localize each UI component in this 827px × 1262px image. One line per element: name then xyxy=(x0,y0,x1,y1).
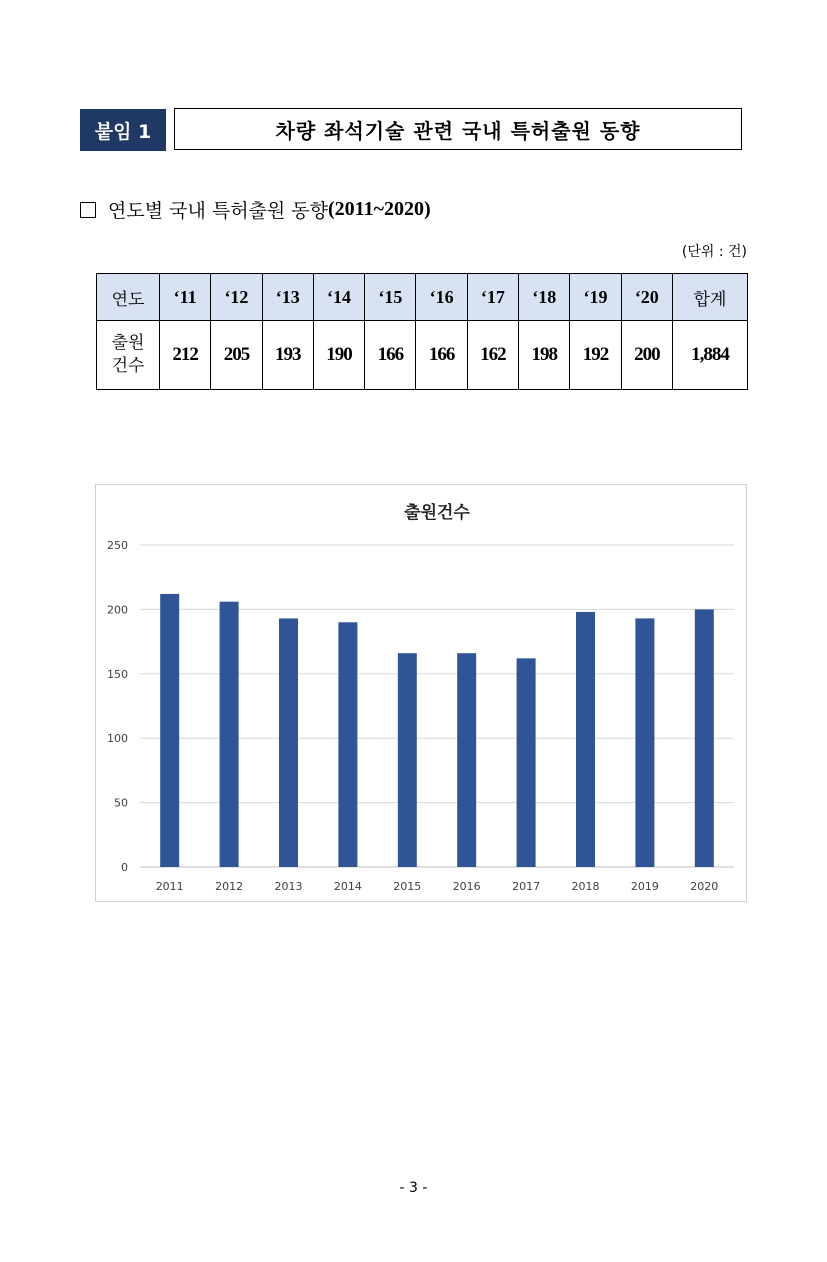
x-tick-label: 2015 xyxy=(393,880,422,893)
year-header-cell: 연도 xyxy=(97,274,160,321)
unit-label: (단위 : 건) xyxy=(681,244,747,260)
year-cell: ‘16 xyxy=(416,274,467,321)
x-tick-label: 2018 xyxy=(571,880,600,893)
x-tick-label: 2012 xyxy=(215,880,244,893)
checkbox-icon xyxy=(80,202,96,218)
y-tick-label: 0 xyxy=(121,861,128,874)
y-tick-label: 200 xyxy=(107,603,128,617)
bar xyxy=(220,602,239,867)
bar xyxy=(695,609,714,867)
year-cell: ‘11 xyxy=(160,274,211,321)
bar xyxy=(279,618,298,867)
table-header-row xyxy=(97,274,748,321)
chart-title: 출원건수 xyxy=(404,503,470,523)
chart-svg xyxy=(96,485,746,901)
patent-table xyxy=(96,273,748,390)
x-tick-label: 2016 xyxy=(452,880,481,893)
count-header-cell xyxy=(97,321,160,390)
x-tick-label: 2020 xyxy=(690,880,719,893)
section-title-range: (2011~2020) xyxy=(328,198,431,220)
y-tick-label: 50 xyxy=(114,796,128,810)
year-cell: ‘17 xyxy=(467,274,518,321)
count-cell: 166 xyxy=(365,321,416,390)
x-tick-label: 2014 xyxy=(333,880,362,893)
count-cell: 162 xyxy=(467,321,518,390)
table-values-row xyxy=(97,321,748,390)
count-cell: 205 xyxy=(211,321,262,390)
count-cell: 200 xyxy=(621,321,672,390)
total-count-cell: 1,884 xyxy=(672,321,747,390)
x-tick-label: 2019 xyxy=(630,880,659,893)
bar xyxy=(517,658,536,867)
count-header-line1: 출원 xyxy=(111,333,145,353)
count-cell: 166 xyxy=(416,321,467,390)
section-title-text: 연도별 국내 특허출원 동향 xyxy=(108,200,329,222)
y-tick-label: 150 xyxy=(107,667,128,681)
x-tick-label: 2017 xyxy=(512,880,541,893)
page-number: - 3 - xyxy=(399,1180,428,1196)
year-cell: ‘13 xyxy=(262,274,313,321)
bar xyxy=(398,653,417,867)
year-cell: ‘15 xyxy=(365,274,416,321)
bar xyxy=(457,653,476,867)
x-tick-label: 2011 xyxy=(155,880,184,893)
count-cell: 198 xyxy=(519,321,570,390)
attachment-label: 붙임 1 xyxy=(80,109,166,151)
count-header-line2: 건수 xyxy=(111,356,145,376)
year-cell: ‘12 xyxy=(211,274,262,321)
y-tick-label: 100 xyxy=(107,732,128,746)
total-header-cell: 합계 xyxy=(672,274,747,321)
bar-chart xyxy=(95,484,747,902)
year-cell: ‘19 xyxy=(570,274,621,321)
count-cell: 192 xyxy=(570,321,621,390)
document-title: 차량 좌석기술 관련 국내 특허출원 동향 xyxy=(174,108,742,150)
bar xyxy=(635,618,654,867)
bar xyxy=(576,612,595,867)
year-cell: ‘20 xyxy=(621,274,672,321)
section-heading xyxy=(80,196,431,223)
bar xyxy=(338,622,357,867)
count-cell: 212 xyxy=(160,321,211,390)
x-tick-label: 2013 xyxy=(274,880,303,893)
year-cell: ‘18 xyxy=(519,274,570,321)
count-cell: 193 xyxy=(262,321,313,390)
count-cell: 190 xyxy=(313,321,364,390)
year-cell: ‘14 xyxy=(313,274,364,321)
y-tick-label: 250 xyxy=(107,539,128,552)
bar xyxy=(160,594,179,867)
